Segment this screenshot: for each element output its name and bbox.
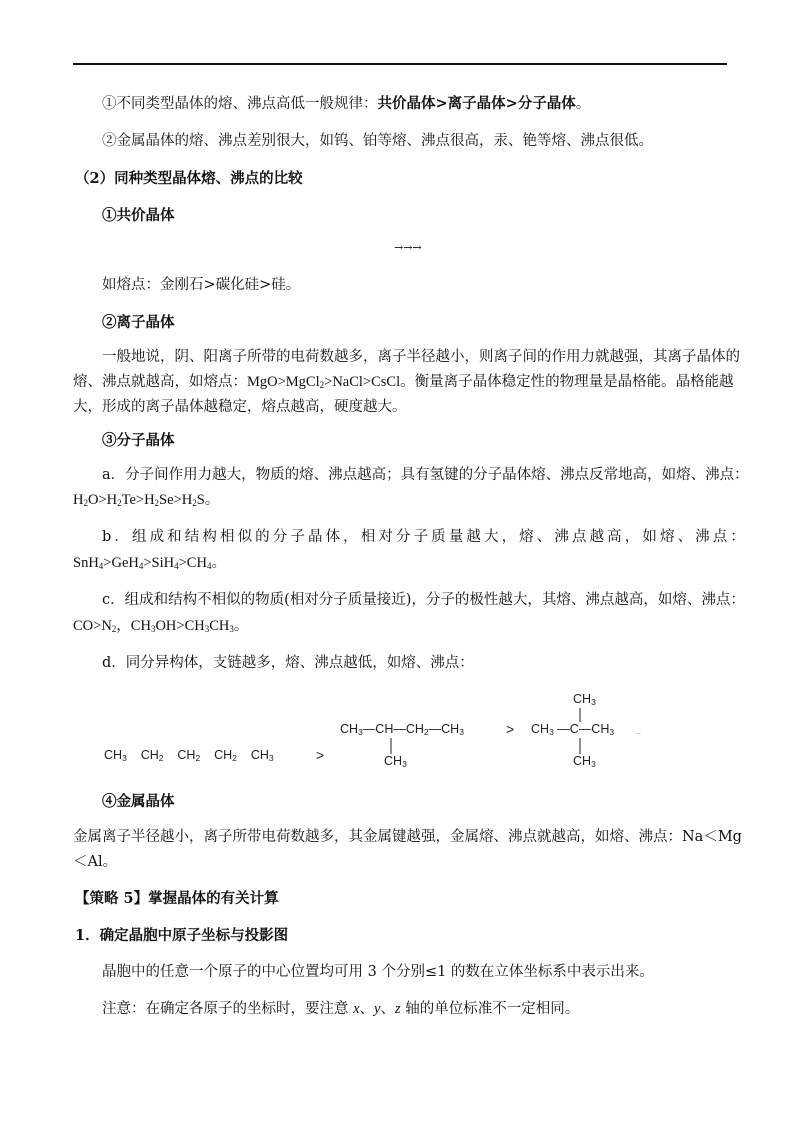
f: CH [340,722,359,736]
s: 3 [204,624,210,634]
f: >CH [178,555,207,571]
f: CH [531,722,550,736]
f: >GeH [103,555,139,571]
subscript: 2 [319,380,325,390]
neopentane-bottom [573,754,596,768]
text: >NaCl>CsCl [324,374,401,390]
s: 2 [195,753,201,763]
s: 4 [138,561,144,571]
coordinate-heading: 1．确定晶胞中原子坐标与投影图 [75,927,289,944]
molecular-b-line-1 [102,530,748,545]
text: 注意：在确定各原子的坐标时，要注意 [102,1001,354,1017]
covalent-example: 如熔点：金刚石>碳化硅>硅。 [102,277,301,293]
f: 。 [233,618,249,634]
s: 3 [459,727,464,737]
isopentane-main [340,722,464,736]
s: 2 [154,498,160,508]
text: ①不同类型晶体的熔、沸点高低一般规律： [102,96,378,112]
s: 2 [158,753,164,763]
pentane-formula [104,748,274,762]
f: CH [209,618,230,634]
subheading-ionic: ②离子晶体 [102,314,175,331]
header-rule [73,63,727,65]
s: 3 [122,753,127,763]
f: Te>H [121,492,155,508]
text: 熔、沸点就越高，如熔点： [73,374,247,390]
f: CH [104,748,123,762]
s: 2 [117,498,122,508]
s: 2 [192,498,197,508]
f: CH [250,748,269,762]
f: CH [140,748,159,762]
f: CH [214,748,233,762]
text: 轴的单位标准不一定相同。 [400,1001,580,1017]
isopentane-branch [384,754,407,768]
f: OH>CH [155,618,205,634]
f: 。 [211,555,226,571]
metallic-line-2: ＜Al。 [73,854,118,870]
f: Se>H [159,492,193,508]
s: 3 [358,727,363,737]
rule-paragraph-2: ②金属晶体的熔、沸点差别很大，如钨、铂等熔、沸点很高，汞、铯等熔、沸点很低。 [102,133,653,149]
neopentane-main [531,722,614,736]
molecular-a-line-1: a．分子间作用力越大，物质的熔、沸点越高；具有氢键的分子晶体熔、沸点反常地高，如熔、沸点： [102,467,749,483]
neopentane-top [573,692,596,706]
s: 3 [591,759,596,769]
f: 。 [204,492,220,508]
greater-than-1: > [316,747,325,763]
s: 2 [232,753,237,763]
bold-text: 共价晶体>离子晶体>分子晶体 [377,95,576,112]
greater-than-2: > [506,721,515,737]
text: y [374,1001,381,1017]
ionic-line-3: 大，形成的离子晶体越稳定，熔点越高，硬度越大。 [73,399,407,415]
text: 。衡量离子晶体稳定性的物理量是晶格能。晶格能越 [400,374,734,390]
f: SnH [73,555,99,571]
s: 4 [206,561,212,571]
s: 3 [150,624,156,634]
s: 3 [549,727,554,737]
s: 3 [402,759,407,769]
s: 2 [111,624,117,634]
molecular-c-line-1: c．组成和结构不相似的物质(相对分子质量接近)，分子的极性越大，其熔、沸点越高，如熔、沸点： [102,592,745,608]
rule-paragraph-1 [102,97,590,112]
molecular-d-line: d．同分异构体，支链越多，熔、沸点越低，如熔、沸点： [102,655,474,671]
formula [247,374,400,390]
section-heading: （2）同种类型晶体熔、沸点的比较 [75,170,303,187]
subheading-metallic: ④金属晶体 [102,793,175,810]
coordinate-paragraph-2 [102,1002,579,1017]
f: >SiH [143,555,175,571]
f: CH [384,754,403,768]
s: 2 [423,727,429,737]
f: —CH [428,722,460,736]
f: ，CH [116,618,151,634]
text: 。 [575,96,591,112]
molecular-b-line-2 [73,556,226,571]
trailing-dots: .. [636,726,642,736]
s: 4 [98,561,104,571]
f: CH [573,692,592,706]
text: x [353,1001,360,1017]
arrows-formula: →→→ [394,241,422,254]
f: O>H [87,492,118,508]
molecular-a-line-2 [73,493,219,508]
f: —C—CH [557,722,610,736]
text: MgO>MgCl [247,374,320,390]
ionic-line-2 [73,375,734,390]
coordinate-paragraph-1: 晶胞中的任意一个原子的中心位置均可用 3 个分别≤1 的数在立体坐标系中表示出来。 [102,964,654,980]
f: CH [177,748,196,762]
subheading-molecular: ③分子晶体 [102,432,175,449]
f: CO>N [73,618,112,634]
f: —CH—CH [362,722,424,736]
metallic-line-1: 金属离子半径越小，离子所带电荷数越多，其金属键越强，金属熔、沸点就越高，如熔、沸点：Na＜Mg [73,829,742,845]
s: 2 [83,498,88,508]
s: 3 [229,624,234,634]
strategy-heading: 【策略 5】掌握晶体的有关计算 [75,890,279,907]
molecular-c-line-2 [73,619,248,634]
subheading-covalent: ①共价晶体 [102,207,175,224]
text: 、 [359,1001,375,1017]
text: z [394,1001,401,1017]
s: 3 [609,727,615,737]
f: CH [573,754,592,768]
f: S [196,492,205,508]
s: 3 [268,753,274,763]
s: 3 [591,697,596,707]
f: H [73,492,84,508]
text: 、 [380,1001,395,1017]
s: 4 [174,561,179,571]
ionic-line-1: 一般地说，阴、阳离子所带的电荷数越多，离子半径越小，则离子间的作用力就越强，其离子晶体的 [102,349,740,365]
text: b．组成和结构相似的分子晶体，相对分子质量越大，熔、沸点越高，如熔、沸点： [102,529,748,545]
